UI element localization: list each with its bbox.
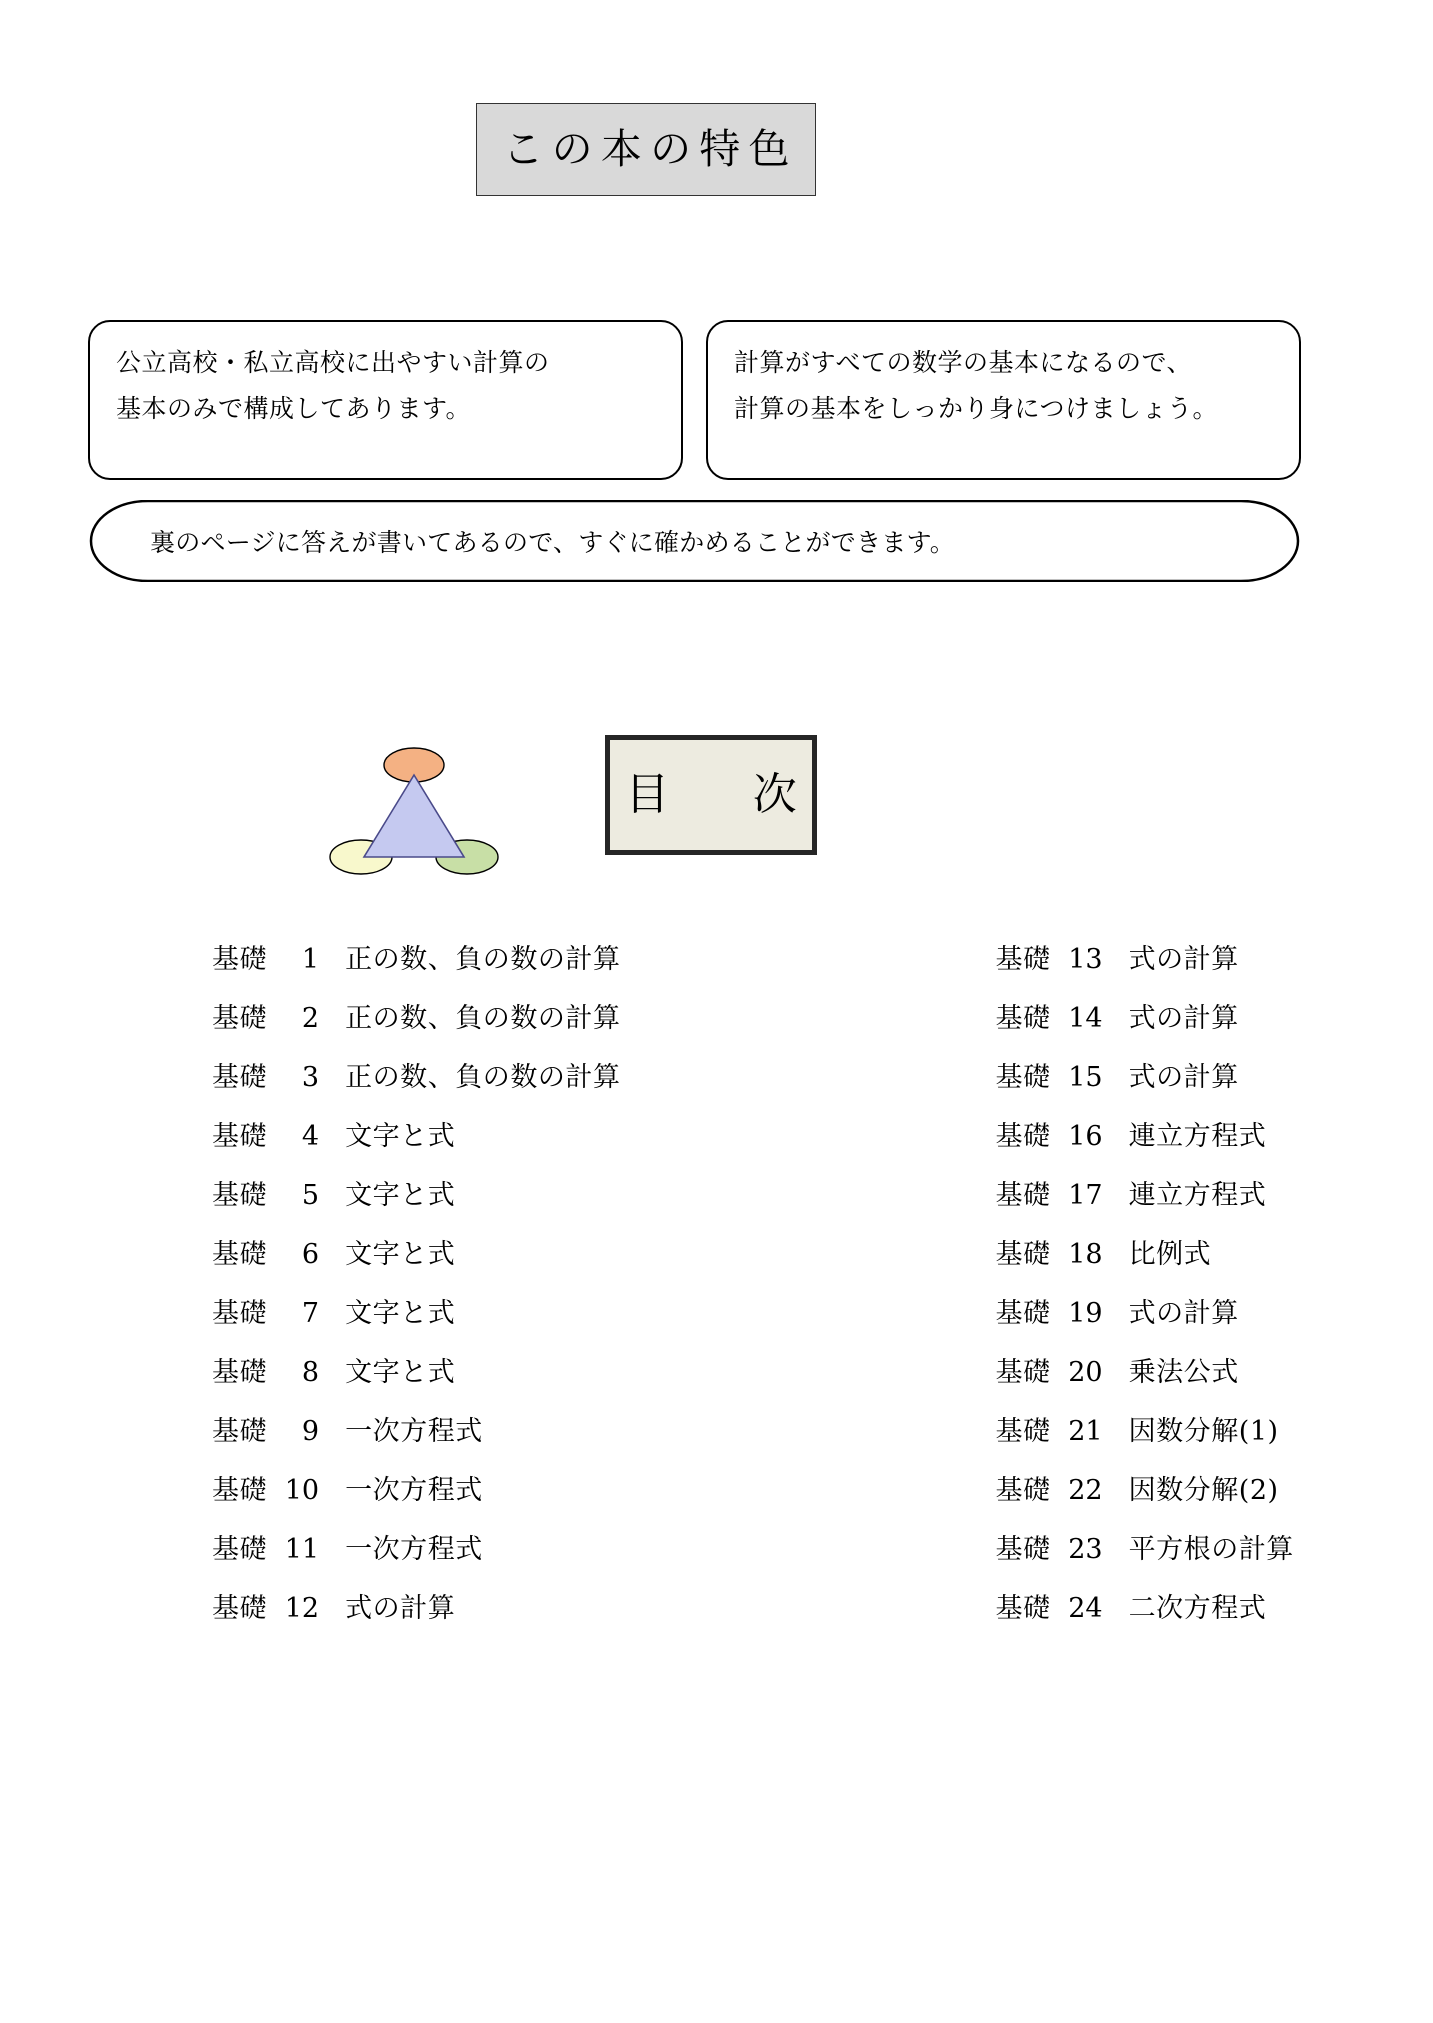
- table-of-contents: [0, 930, 1433, 1638]
- toc-entry[interactable]: [996, 1225, 1433, 1284]
- toc-entry[interactable]: [996, 1520, 1433, 1579]
- toc-entry[interactable]: [212, 1402, 929, 1461]
- feature-callout-right: [706, 320, 1301, 480]
- toc-entry-number: 19: [1068, 1298, 1103, 1329]
- toc-entry-label: 基礎: [995, 1062, 1051, 1093]
- toc-entry-label: 基礎: [212, 1121, 268, 1152]
- toc-entry-label: 基礎: [212, 1475, 268, 1506]
- toc-entry-title: 乗法公式: [1128, 1357, 1239, 1388]
- toc-entry-number: 5: [301, 1180, 320, 1211]
- toc-entry-number: 15: [1068, 1062, 1103, 1093]
- feature-callout-left: [88, 320, 683, 480]
- toc-column-left: [0, 930, 929, 1638]
- toc-entry-label: 基礎: [212, 1593, 268, 1624]
- toc-entry[interactable]: [212, 1343, 929, 1402]
- toc-entry-number: 16: [1068, 1121, 1103, 1152]
- toc-entry-title: 式の計算: [1128, 1298, 1239, 1329]
- toc-entry-label: 基礎: [212, 1062, 268, 1093]
- toc-entry-title: 文字と式: [345, 1239, 456, 1270]
- toc-entry-title: 式の計算: [345, 1593, 456, 1624]
- toc-entry-label: 基礎: [212, 1298, 268, 1329]
- toc-entry-number: 1: [301, 944, 320, 975]
- toc-entry-number: 10: [284, 1475, 320, 1506]
- toc-entry-title: 文字と式: [345, 1180, 456, 1211]
- toc-entry-number: 22: [1068, 1475, 1103, 1506]
- feature-callout-right-line-1: 計算がすべての数学の基本になるので、: [734, 348, 1193, 377]
- toc-entry[interactable]: [996, 1579, 1433, 1638]
- toc-entry-number: 12: [284, 1593, 320, 1624]
- toc-entry-title: 因数分解(2): [1128, 1475, 1279, 1506]
- toc-entry-title: 連立方程式: [1128, 1180, 1267, 1211]
- toc-entry-label: 基礎: [995, 944, 1051, 975]
- toc-entry[interactable]: [212, 1107, 929, 1166]
- toc-entry-label: 基礎: [995, 1357, 1051, 1388]
- toc-entry-label: 基礎: [995, 1180, 1051, 1211]
- toc-entry[interactable]: [212, 1225, 929, 1284]
- toc-entry-label: 基礎: [995, 1534, 1051, 1565]
- toc-entry-title: 正の数、負の数の計算: [345, 944, 621, 975]
- toc-entry[interactable]: [996, 1048, 1433, 1107]
- toc-entry-title: 連立方程式: [1128, 1121, 1267, 1152]
- toc-entry-label: 基礎: [212, 1416, 268, 1447]
- toc-entry-label: 基礎: [995, 1003, 1051, 1034]
- toc-entry-number: 9: [301, 1416, 320, 1447]
- toc-entry-number: 4: [301, 1121, 320, 1152]
- toc-entry-title: 一次方程式: [345, 1416, 483, 1447]
- toc-entry[interactable]: [996, 1461, 1433, 1520]
- toc-entry-label: 基礎: [212, 1534, 268, 1565]
- toc-entry-label: 基礎: [995, 1298, 1051, 1329]
- toc-entry-number: 23: [1068, 1534, 1103, 1565]
- toc-entry[interactable]: [996, 1402, 1433, 1461]
- toc-entry-number: 18: [1068, 1239, 1103, 1270]
- triangle-figure-svg: [328, 745, 500, 878]
- toc-entry-title: 比例式: [1128, 1239, 1212, 1270]
- page-title: この本の特色: [502, 125, 798, 173]
- toc-entry-title: 正の数、負の数の計算: [345, 1062, 621, 1093]
- toc-entry-number: 14: [1068, 1003, 1103, 1034]
- toc-entry[interactable]: [996, 1107, 1433, 1166]
- toc-entry-label: 基礎: [995, 1239, 1051, 1270]
- toc-entry-number: 6: [301, 1239, 320, 1270]
- toc-entry-number: 3: [301, 1062, 320, 1093]
- toc-entry-title: 式の計算: [1128, 1003, 1239, 1034]
- toc-entry-label: 基礎: [212, 1239, 268, 1270]
- toc-entry-label: 基礎: [212, 1180, 268, 1211]
- toc-entry-number: 7: [301, 1298, 320, 1329]
- toc-entry-label: 基礎: [995, 1593, 1051, 1624]
- feature-banner: [88, 500, 1301, 582]
- toc-heading: 目 次: [625, 769, 817, 820]
- toc-entry-label: 基礎: [995, 1121, 1051, 1152]
- toc-entry-title: 文字と式: [345, 1121, 456, 1152]
- toc-entry[interactable]: [996, 1284, 1433, 1343]
- feature-callout-left-line-2: 基本のみで構成してあります。: [116, 394, 472, 424]
- page-title-box: [476, 103, 816, 196]
- toc-entry-label: 基礎: [995, 1416, 1051, 1447]
- toc-entry[interactable]: [212, 1284, 929, 1343]
- feature-banner-text: 裏のページに答えが書いてあるので、すぐに確かめることができます。: [150, 528, 956, 557]
- toc-entry-label: 基礎: [212, 1003, 268, 1034]
- toc-entry-title: 正の数、負の数の計算: [345, 1003, 621, 1034]
- toc-entry[interactable]: [996, 1166, 1433, 1225]
- toc-entry-label: 基礎: [995, 1475, 1051, 1506]
- toc-entry-label: 基礎: [212, 944, 268, 975]
- toc-entry-title: 二次方程式: [1128, 1593, 1267, 1624]
- toc-entry[interactable]: [212, 1520, 929, 1579]
- toc-entry-number: 17: [1068, 1180, 1103, 1211]
- toc-entry-title: 文字と式: [345, 1357, 456, 1388]
- toc-entry[interactable]: [212, 1166, 929, 1225]
- toc-entry-label: 基礎: [212, 1357, 268, 1388]
- toc-entry-title: 文字と式: [345, 1298, 456, 1329]
- toc-entry-number: 2: [301, 1003, 320, 1034]
- toc-entry-title: 式の計算: [1128, 1062, 1239, 1093]
- toc-entry[interactable]: [996, 989, 1433, 1048]
- toc-entry[interactable]: [212, 1579, 929, 1638]
- toc-entry[interactable]: [212, 1048, 929, 1107]
- toc-heading-box: [605, 735, 817, 855]
- feature-callout-left-line-1: 公立高校・私立高校に出やすい計算の: [116, 348, 550, 377]
- toc-entry-title: 平方根の計算: [1128, 1534, 1294, 1565]
- toc-entry[interactable]: [996, 930, 1433, 989]
- toc-entry-number: 21: [1068, 1416, 1103, 1447]
- toc-column-right: [929, 930, 1433, 1638]
- toc-entry[interactable]: [212, 1461, 929, 1520]
- toc-entry[interactable]: [212, 989, 929, 1048]
- toc-entry[interactable]: [996, 1343, 1433, 1402]
- toc-entry-title: 因数分解(1): [1128, 1416, 1279, 1447]
- toc-entry-number: 11: [284, 1534, 320, 1565]
- toc-entry-number: 20: [1068, 1357, 1103, 1388]
- toc-entry-title: 一次方程式: [345, 1475, 483, 1506]
- triangle-with-circles-icon: [328, 745, 500, 878]
- toc-entry-number: 13: [1068, 944, 1103, 975]
- triangle-icon: [364, 775, 464, 857]
- feature-callout-right-line-2: 計算の基本をしっかり身につけましょう。: [734, 394, 1219, 424]
- toc-entry-title: 一次方程式: [345, 1534, 483, 1565]
- toc-entry-number: 24: [1068, 1593, 1103, 1624]
- toc-entry[interactable]: [212, 930, 929, 989]
- toc-entry-title: 式の計算: [1128, 944, 1239, 975]
- toc-entry-number: 8: [301, 1357, 320, 1388]
